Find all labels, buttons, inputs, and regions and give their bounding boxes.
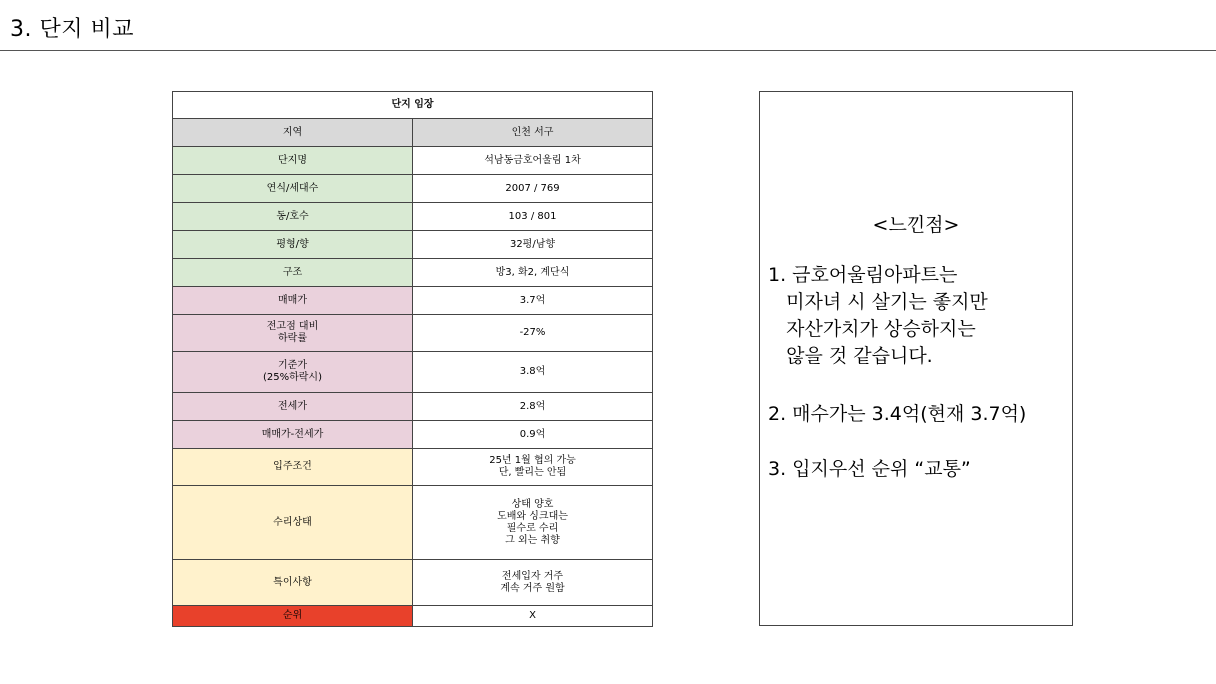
table-row (173, 393, 653, 421)
row-label-complex-name: 단지명 (173, 147, 413, 175)
row-label-repair: 수리상태 (173, 486, 413, 560)
impression-item: 3. 입지우선 순위 “교통” (768, 458, 971, 480)
row-label-gap: 매매가-전세가 (173, 421, 413, 449)
table-row (173, 147, 653, 175)
row-label-drop-rate: 전고점 대비 하락률 (173, 315, 413, 352)
impressions-heading: <느낀점> (872, 214, 960, 236)
table-header-row (173, 92, 653, 119)
table-row (173, 203, 653, 231)
row-value-year-households: 2007 / 769 (413, 175, 653, 203)
row-value-repair: 상태 양호 도배와 싱크대는 필수로 수리 그 외는 취향 (413, 486, 653, 560)
table-row (173, 231, 653, 259)
row-label-rank: 순위 (173, 606, 413, 627)
table-row (173, 421, 653, 449)
row-value-gap: 0.9억 (413, 421, 653, 449)
row-value-rank: X (413, 606, 653, 627)
row-label-sale-price: 매매가 (173, 287, 413, 315)
row-value-structure: 방3, 화2, 계단식 (413, 259, 653, 287)
complex-info-table (172, 91, 653, 627)
table-row (173, 315, 653, 352)
impression-item: 1. 금호어울림아파트는 미자녀 시 살기는 좋지만 자산가치가 상승하지는 않을 것 같습니다. (768, 264, 988, 367)
table-header: 단지 임장 (173, 92, 653, 119)
row-label-size-direction: 평형/향 (173, 231, 413, 259)
row-label-structure: 구조 (173, 259, 413, 287)
table-row (173, 259, 653, 287)
row-label-notes: 특이사항 (173, 560, 413, 606)
row-value-sale-price: 3.7억 (413, 287, 653, 315)
table-row (173, 119, 653, 147)
table-row (173, 560, 653, 606)
row-value-drop-rate: -27% (413, 315, 653, 352)
table-row (173, 606, 653, 627)
row-label-building-unit: 동/호수 (173, 203, 413, 231)
row-value-size-direction: 32평/남향 (413, 231, 653, 259)
impression-item: 2. 매수가는 3.4억(현재 3.7억) (768, 403, 1027, 425)
page-title: 3. 단지 비교 (10, 17, 134, 42)
table-row (173, 352, 653, 393)
row-label-region: 지역 (173, 119, 413, 147)
row-value-notes: 전세입자 거주 계속 거주 원함 (413, 560, 653, 606)
row-label-year-households: 연식/세대수 (173, 175, 413, 203)
row-value-reference-price: 3.8억 (413, 352, 653, 393)
table-row (173, 449, 653, 486)
row-value-region: 인천 서구 (413, 119, 653, 147)
row-value-jeonse-price: 2.8억 (413, 393, 653, 421)
row-value-building-unit: 103 / 801 (413, 203, 653, 231)
impressions-box (759, 91, 1073, 626)
table-row (173, 287, 653, 315)
table-row (173, 175, 653, 203)
table-row (173, 486, 653, 560)
title-divider (0, 50, 1216, 51)
row-value-complex-name: 석남동금호어울림 1차 (413, 147, 653, 175)
row-value-move-in: 25년 1월 협의 가능 단, 빨리는 안됨 (413, 449, 653, 486)
row-label-move-in: 입주조건 (173, 449, 413, 486)
row-label-jeonse-price: 전세가 (173, 393, 413, 421)
row-label-reference-price: 기준가 (25%하락시) (173, 352, 413, 393)
